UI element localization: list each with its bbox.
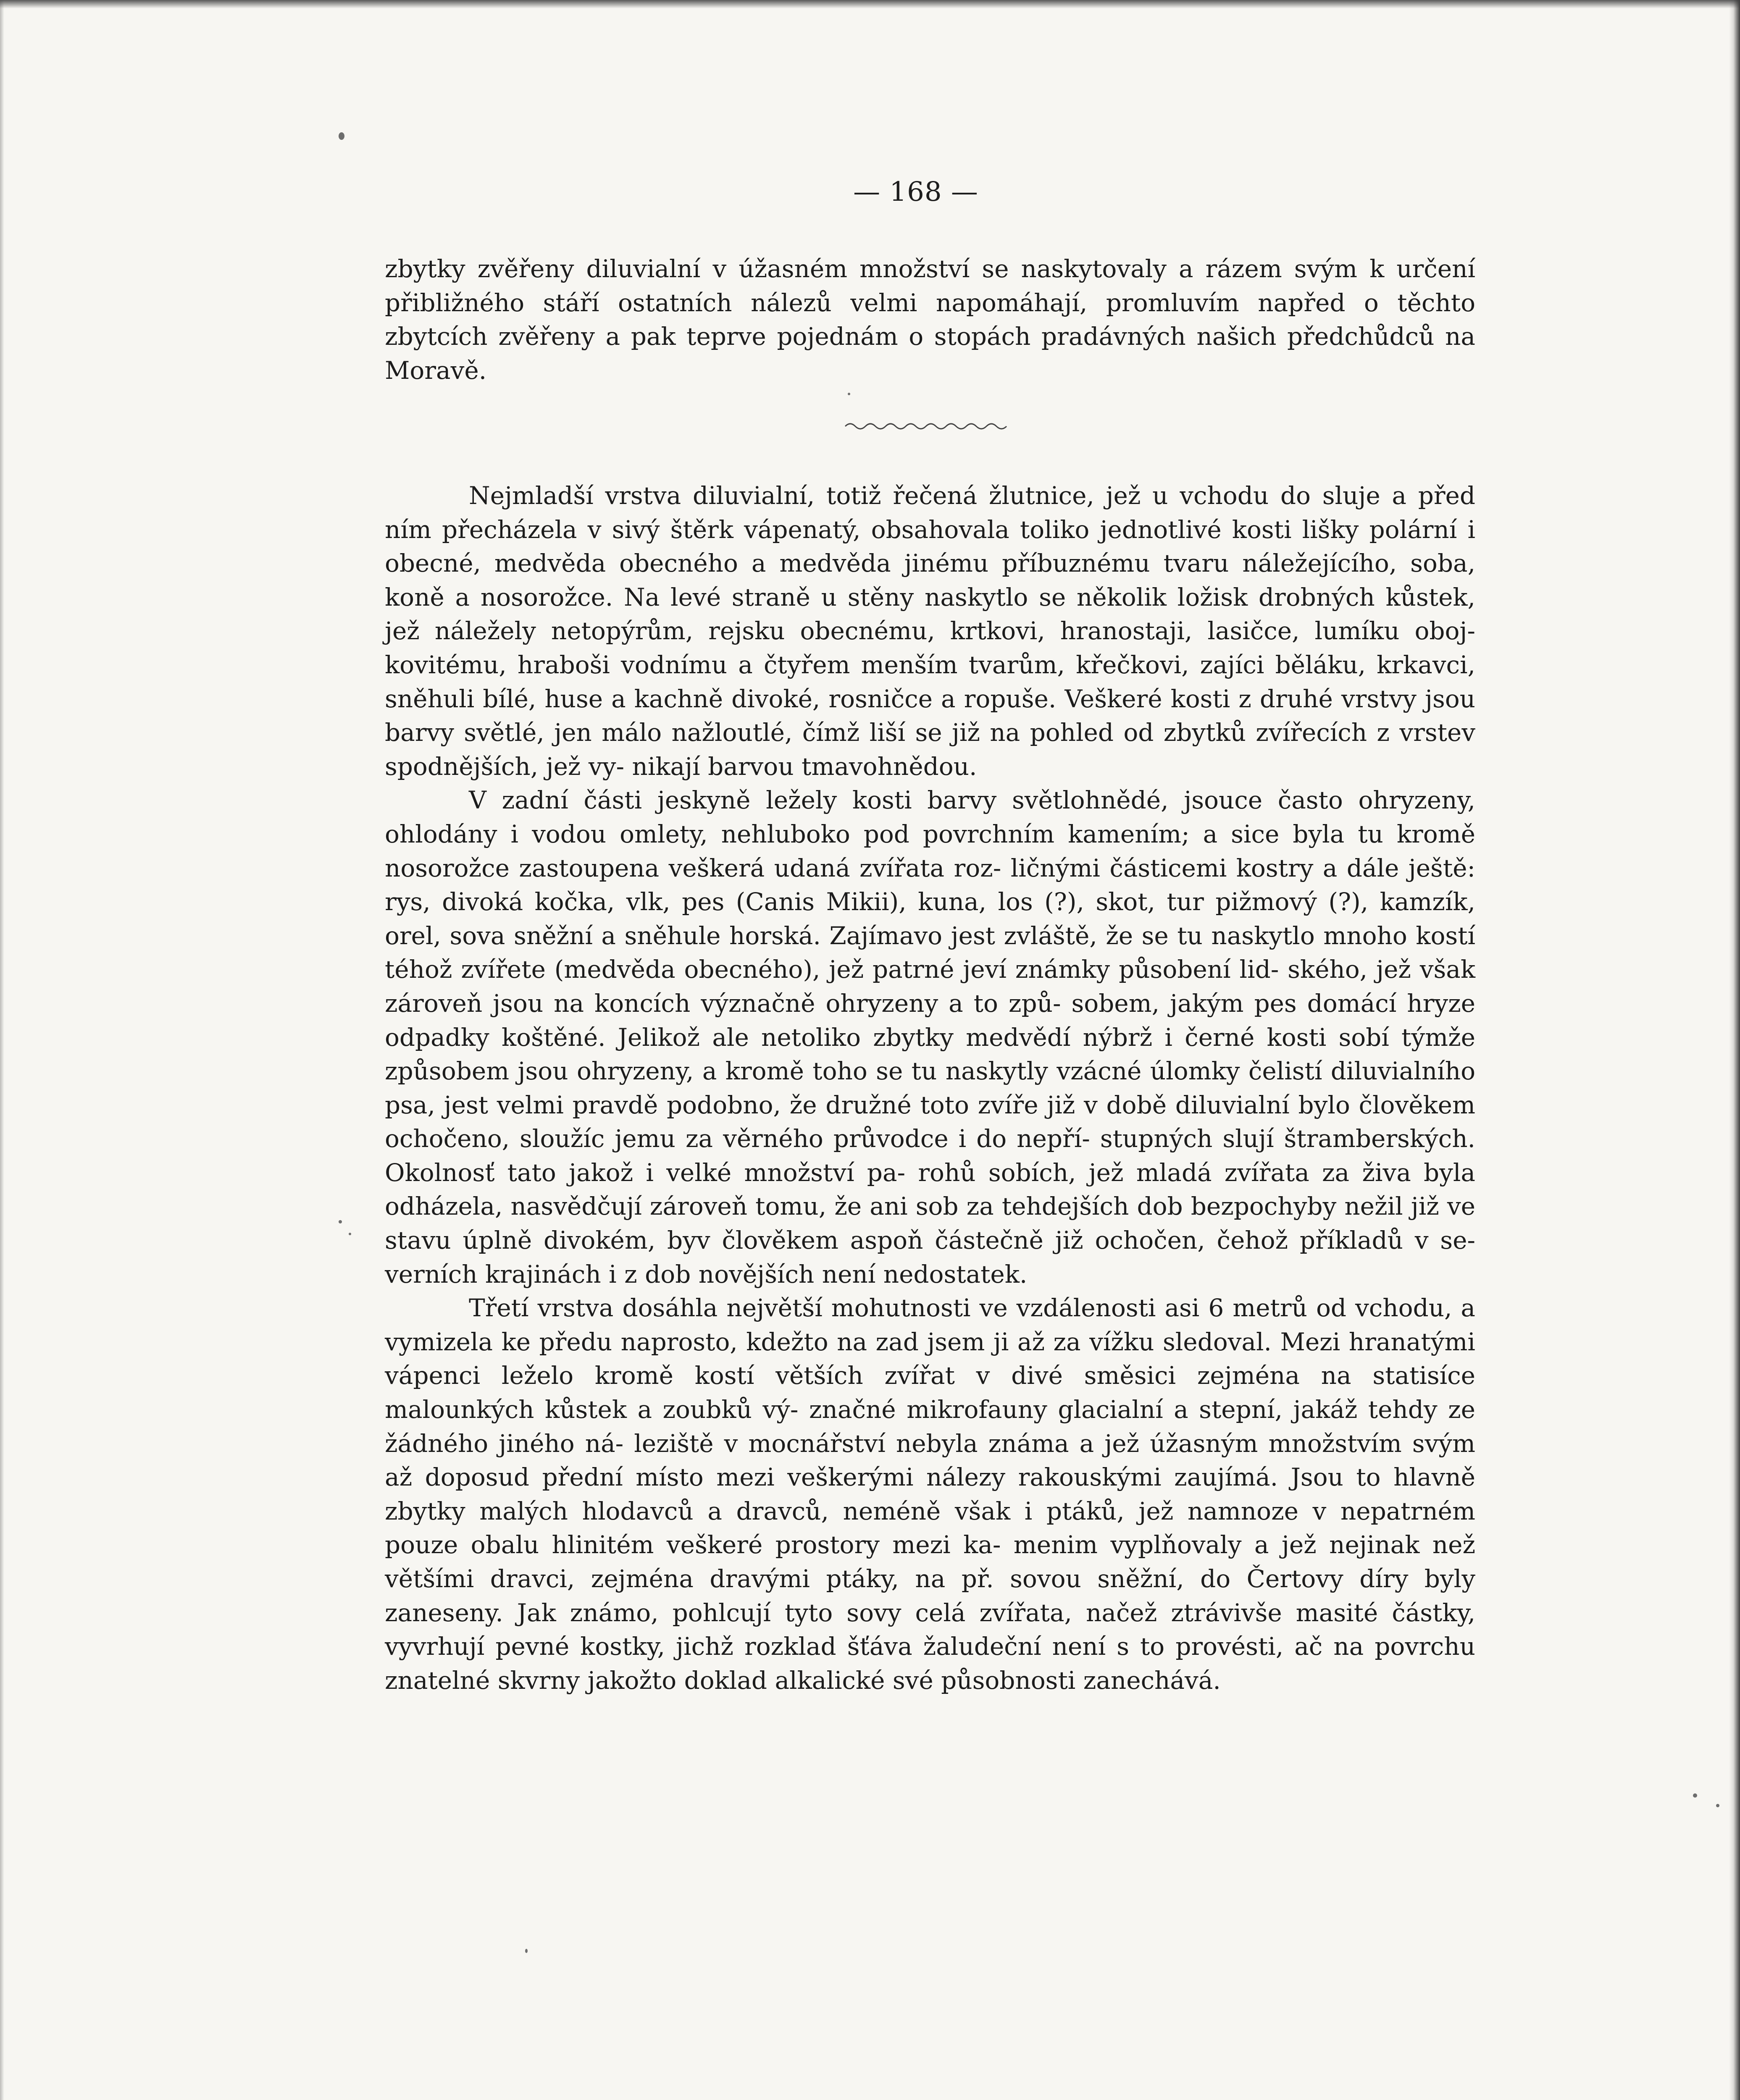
text-line: verních krajinách i z dob novějších není nedostatek. [385,1260,1028,1289]
text-line: bylo člověkem ochočeno, sloužíc jemu za věrného průvodce i do nepří- [385,1090,1475,1153]
wavy-separator [844,420,1008,433]
text-line: straně u stěny naskytlo se několik ložisk drobných kůstek, jež náležely [385,583,1475,646]
text-line: pevné kostky, jichž rozklad šťáva žaludeční není s to provésti, ač na [495,1632,1375,1661]
text-line: sluje a před ním přecházela v sivý štěrk vápenatý, obsahovala toliko [385,481,1475,544]
text-line: ohryzeny, ohlodány i vodou omlety, nehluboko pod povrchním kamením; [385,786,1475,848]
text-line: Veškeré kosti z druhé vrstvy jsou barvy světlé, jen málo nažloutlé, čímž [385,684,1475,747]
text-line: značné mikrofauny glacialní a stepní, jakáž tehdy ze žádného jiného ná- [385,1395,1475,1458]
scan-speck [339,1220,342,1223]
text-line: tomu, že ani sob za tehdejších dob bezpochyby nežil již ve stavu úplně [385,1192,1475,1255]
text-line: pradávných našich předchůdců na Moravě. [385,322,1475,385]
text-line: leziště v mocnářství nebyla známa a jež úžasným množstvím svým až [385,1429,1475,1492]
text-line: doposud přední místo mezi veškerými nálezy rakouskými zaujímá. Jsou [425,1463,1356,1492]
text-line: Třetí vrstva dosáhla největší mohutnosti ve vzdálenosti asi 6 metrů [469,1294,1316,1323]
text-line: namnoze v nepatrném pouze obalu hlinitém veškeré prostory mezi ka- [385,1496,1475,1559]
intro-paragraph [385,252,1475,387]
text-line: rohů sobích, jež mladá zvířata za živa byla odházela, nasvědčují zároveň [385,1158,1475,1221]
text-line: liší se již na pohled od zbytků zvířecích z vrstev spodnějších, jež vy- [385,718,1475,781]
page-number: — 168 — [853,176,978,207]
text-line: k určení přibližného stáří ostatních nálezů velmi napomáhají, promluvím [385,255,1476,317]
text-line: to hlavně zbytky malých hlodavců a dravců, neméně však i ptáků, jež [385,1463,1476,1525]
text-line: v divé směsici zejména na statisíce malounkých kůstek a zoubků vý- [385,1361,1475,1424]
text-line: od vchodu, a vymizela ke předu naprosto, kdežto na zad jsem ji až za [385,1294,1475,1356]
text-line: menim vyplňovaly a jež nejinak než většími dravci, zejména dravými [385,1530,1475,1593]
scan-speck [525,1949,528,1953]
scan-speck [848,393,850,395]
text-line: vížku sledoval. Mezi hranatými vápenci leželo kromě kostí větších zvířat [385,1327,1475,1390]
text-line: jest velmi pravdě podobno, že družné toto zvíře již v době diluvialní [444,1090,1298,1119]
scan-edge-right [1729,0,1740,2100]
scan-speck [1716,1804,1719,1807]
paragraph-third-layer [385,1291,1475,1697]
text-line: zbytky medvědí nýbrž i černé kosti sobí týmže způsobem jsou ohryzeny, [385,1023,1475,1086]
text-line: Mikii), kuna, los (?), skot, tur pižmový (?), kamzík, orel, sova sněžní a [385,887,1475,950]
text-line: kovitému, hraboši vodnímu a čtyřem menším tvarům, křečkovi, zajíci [385,650,1275,679]
text-line: povrchu znatelné skvrny jakožto doklad alkalické své působnosti [385,1632,1475,1695]
text-line: sněhule horská. Zajímavo jest zvláště, že se tu naskytlo mnoho kostí [624,921,1475,950]
scan-speck [349,1233,351,1235]
text-line: jednotlivé kosti lišky polární i obecné, medvěda obecného a medvěda [385,515,1475,578]
text-line: zanechává. [1083,1666,1221,1695]
text-line: napřed o těchto zbytcích zvěřeny a pak teprve pojednám o stopách [385,288,1475,351]
intro-text [385,252,1475,387]
scan-speck [1693,1793,1697,1798]
paragraph-back-of-cave [385,783,1475,1291]
scan-edge-left [0,0,4,2100]
text-line: zbytky zvěřeny diluvialní v úžasném množství se naskytovaly a rázem svým [385,255,1370,283]
text-line: divokém, byv člověkem aspoň částečně již ochočen, čehož příkladů v se- [544,1226,1475,1255]
paragraph-upper-layer [385,479,1475,783]
scan-edge-top [0,0,1740,8]
text-line: běláku, krkavci, sněhuli bílé, huse a kachně divoké, rosničce a ropuše. [385,650,1475,713]
text-line: stupných slují štramberských. Okolnosť tato jakož i velké množství pa- [385,1124,1475,1187]
text-line: ptáky, na př. sovou sněžní, do Čertovy díry byly zaneseny. Jak známo, [385,1564,1475,1627]
text-line: jinému příbuznému tvaru náležejícího, soba, koně a nosorožce. Na levé [385,549,1475,612]
text-line: ského, jež však zároveň jsou na koncích význačně ohryzeny a to způ- [385,955,1475,1018]
text-line: nikají barvou tmavohnědou. [632,752,977,781]
text-line: sobem, jakým pes domácí hryze odpadky koštěné. Jelikož ale netoliko [385,989,1475,1052]
text-line: a kromě toho se tu naskytly vzácné úlomky čelistí diluvialního psa, [385,1057,1475,1119]
main-text [385,479,1475,1697]
text-line: pohlcují tyto sovy celá zvířata, načež ztrávivše masité částky, vyvrhují [385,1598,1476,1661]
text-line: Nejmladší vrstva diluvialní, totiž řečená žlutnice, jež u vchodu do [469,481,1322,510]
text-line: téhož zvířete (medvěda obecného), jež patrné jeví známky působení lid- [385,955,1288,984]
text-line: netopýrům, rejsku obecnému, krtkovi, hranostaji, lasičce, lumíku oboj- [551,617,1475,646]
text-line: ličnými částicemi kostry a dále ještě: rys, divoká kočka, vlk, pes (Canis [385,853,1475,916]
text-line: V zadní části jeskyně ležely kosti barvy světlohnědé, jsouce často [469,786,1359,815]
scan-speck [339,132,344,140]
text-line: a sice byla tu kromě nosorožce zastoupena veškerá udaná zvířata roz- [385,819,1475,882]
